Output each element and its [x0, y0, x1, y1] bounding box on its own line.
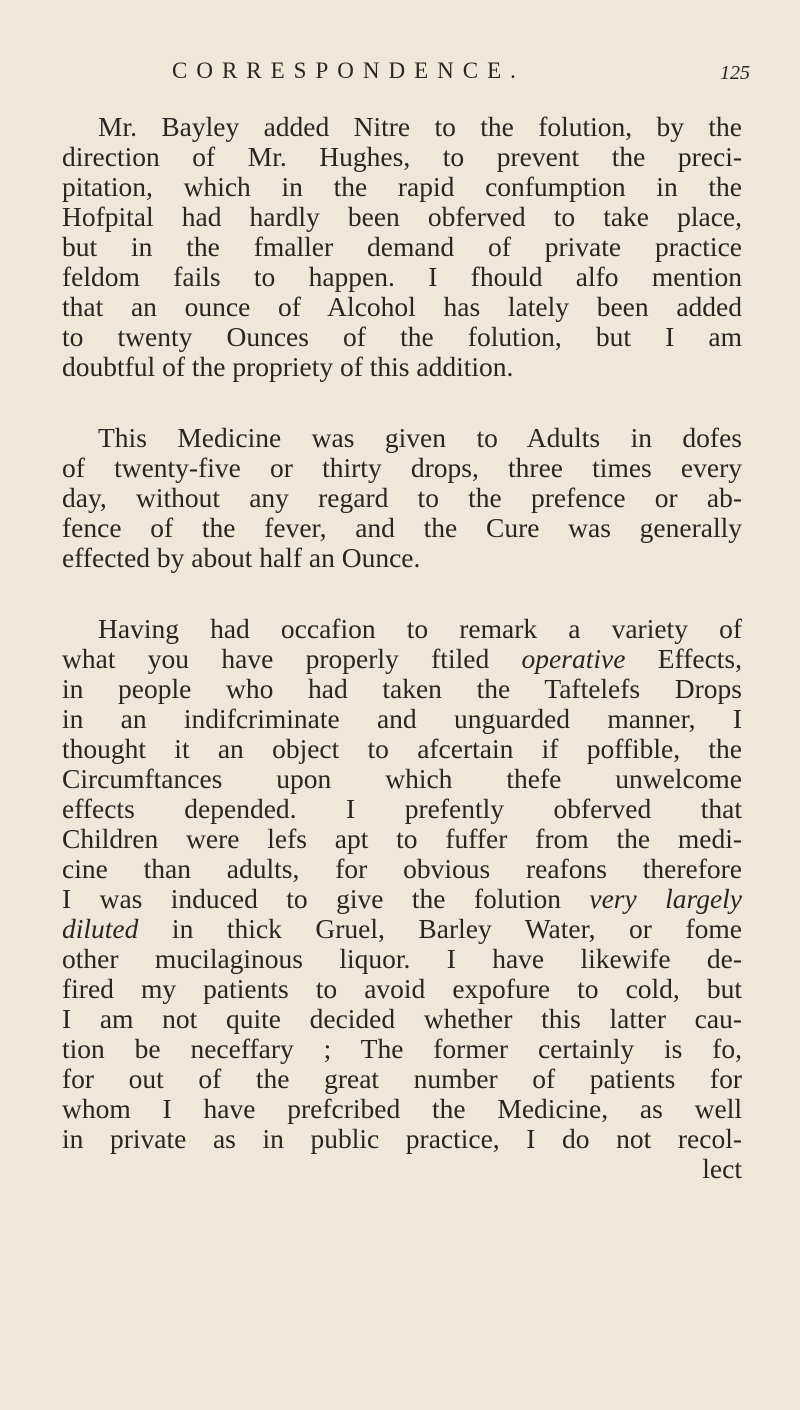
- text-line: Circumftances upon which thefe unwelcome: [62, 763, 742, 794]
- text-line: to twenty Ounces of the folution, but I am: [62, 321, 742, 352]
- text-line: but in the fmaller demand of private practice: [62, 231, 742, 262]
- text-line: what you have properly ftiled operative Effects,: [62, 643, 742, 674]
- text-line: effected by about half an Ounce.: [62, 542, 421, 573]
- body-text: [62, 112, 742, 1184]
- text-line: for out of the great number of patients for: [62, 1063, 742, 1094]
- text-line: that an ounce of Alcohol has lately been added: [62, 291, 742, 322]
- text-line: fired my patients to avoid expofure to cold, but: [62, 973, 742, 1004]
- text-line: Children were lefs apt to fuffer from the medi-: [62, 823, 742, 854]
- catchword: lect: [702, 1153, 742, 1184]
- page-number: 125: [720, 62, 750, 84]
- text-line: direction of Mr. Hughes, to prevent the preci-: [62, 141, 742, 172]
- text-line: in an indifcriminate and unguarded manner, I: [62, 703, 742, 734]
- text-line: tion be neceffary ; The former certainly is fo,: [62, 1033, 742, 1064]
- text-line: diluted in thick Gruel, Barley Water, or fome: [62, 913, 742, 944]
- text-line: I am not quite decided whether this latter cau-: [62, 1003, 742, 1034]
- text-line: cine than adults, for obvious reafons therefore: [62, 853, 742, 884]
- paragraph: [62, 423, 742, 573]
- text-line: day, without any regard to the prefence or ab-: [62, 482, 742, 513]
- text-line: thought it an object to afcertain if poffible, the: [62, 733, 742, 764]
- text-line: I was induced to give the folution very largely: [62, 883, 742, 914]
- text-line: in private as in public practice, I do not recol-: [62, 1123, 742, 1154]
- text-line: doubtful of the propriety of this addition.: [62, 351, 514, 382]
- text-line: Hofpital had hardly been obferved to take place,: [62, 201, 742, 232]
- text-line: other mucilaginous liquor. I have likewife de-: [62, 943, 742, 974]
- text-line: whom I have prefcribed the Medicine, as well: [62, 1093, 742, 1124]
- text-line: This Medicine was given to Adults in dofes: [98, 422, 742, 453]
- text-line: in people who had taken the Taftelefs Drops: [62, 673, 742, 704]
- paragraph: [62, 614, 742, 1154]
- text-line: Having had occafion to remark a variety of: [98, 613, 742, 644]
- text-line: of twenty-five or thirty drops, three times every: [62, 452, 742, 483]
- text-line: effects depended. I prefently obferved that: [62, 793, 742, 824]
- text-line: pitation, which in the rapid confumption in the: [62, 171, 742, 202]
- text-line: feldom fails to happen. I fhould alfo mention: [62, 261, 742, 292]
- paragraph: [62, 112, 742, 382]
- running-head: CORRESPONDENCE.: [172, 58, 525, 83]
- text-line: fence of the fever, and the Cure was generally: [62, 512, 742, 543]
- text-line: Mr. Bayley added Nitre to the folution, by the: [98, 111, 742, 142]
